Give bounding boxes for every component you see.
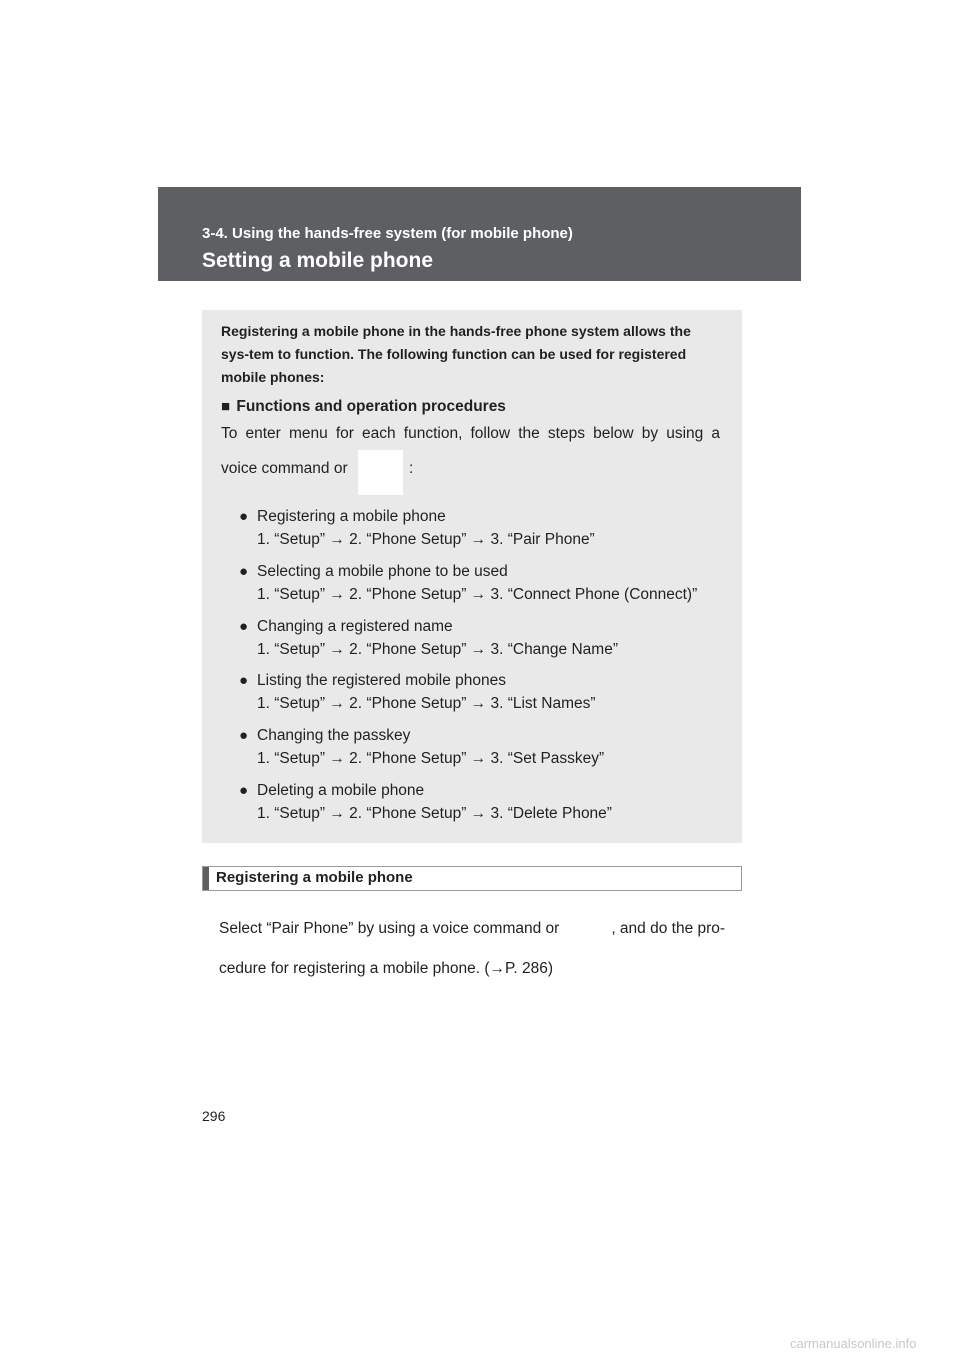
page-number: 296 [202,1108,226,1124]
list-item-steps: 1. “Setup” → 2. “Phone Setup” → 3. “Connect Phone (Connect)” [257,586,698,603]
registering-heading-text: Registering a mobile phone [216,869,413,886]
circle-bullet-icon: ● [239,508,249,525]
list-item-steps: 1. “Setup” → 2. “Phone Setup” → 3. “List Names” [257,695,596,712]
registering-body-line1 [219,920,725,938]
list-item [239,615,618,661]
chapter-header [158,187,801,281]
registering-heading [202,866,742,891]
sub-heading [221,398,506,416]
list-item-title: Deleting a mobile phone [257,782,425,799]
registering-body-line2: cedure for registering a mobile phone. (→P. 286) [219,960,554,977]
circle-bullet-icon: ● [239,782,249,799]
list-item [239,560,697,606]
list-item [239,779,612,825]
talk-switch-icon [358,450,403,495]
lead-text-line1: To enter menu for each function, follow the steps below by using a [221,425,720,442]
square-bullet-icon: ■ [221,398,231,415]
circle-bullet-icon: ● [239,563,249,580]
sub-heading-text: Functions and operation procedures [236,398,506,415]
list-item-steps: 1. “Setup” → 2. “Phone Setup” → 3. “Change Name” [257,641,618,658]
heading-bar-marker [203,867,209,890]
list-item [239,669,596,715]
list-item-title: Listing the registered mobile phones [257,672,507,689]
list-item-title: Changing a registered name [257,618,453,635]
page-title: Setting a mobile phone [202,249,434,272]
list-item [239,505,595,551]
intro-text: Registering a mobile phone in the hands-free phone system allows the sys-tem to function. The following function can be used for registered mobile phones: [221,323,691,385]
circle-bullet-icon: ● [239,672,249,689]
registering-body-text-a: Select “Pair Phone” by using a voice command or [219,920,560,937]
registering-body-text-b: , and do the pro- [611,920,726,937]
list-item-steps: 1. “Setup” → 2. “Phone Setup” → 3. “Set Passkey” [257,750,605,767]
list-item [239,724,604,770]
watermark: carmanualsonline.info [790,1336,917,1351]
lead-colon: : [409,460,414,477]
list-item-title: Selecting a mobile phone to be used [257,563,508,580]
circle-bullet-icon: ● [239,618,249,635]
section-label: 3-4. Using the hands-free system (for mobile phone) [202,225,573,242]
list-item-title: Changing the passkey [257,727,411,744]
info-box [202,310,742,843]
lead-text-line2: voice command or [221,460,348,477]
list-item-title: Registering a mobile phone [257,508,446,525]
circle-bullet-icon: ● [239,727,249,744]
list-item-steps: 1. “Setup” → 2. “Phone Setup” → 3. “Delete Phone” [257,805,612,822]
list-item-steps: 1. “Setup” → 2. “Phone Setup” → 3. “Pair Phone” [257,531,595,548]
